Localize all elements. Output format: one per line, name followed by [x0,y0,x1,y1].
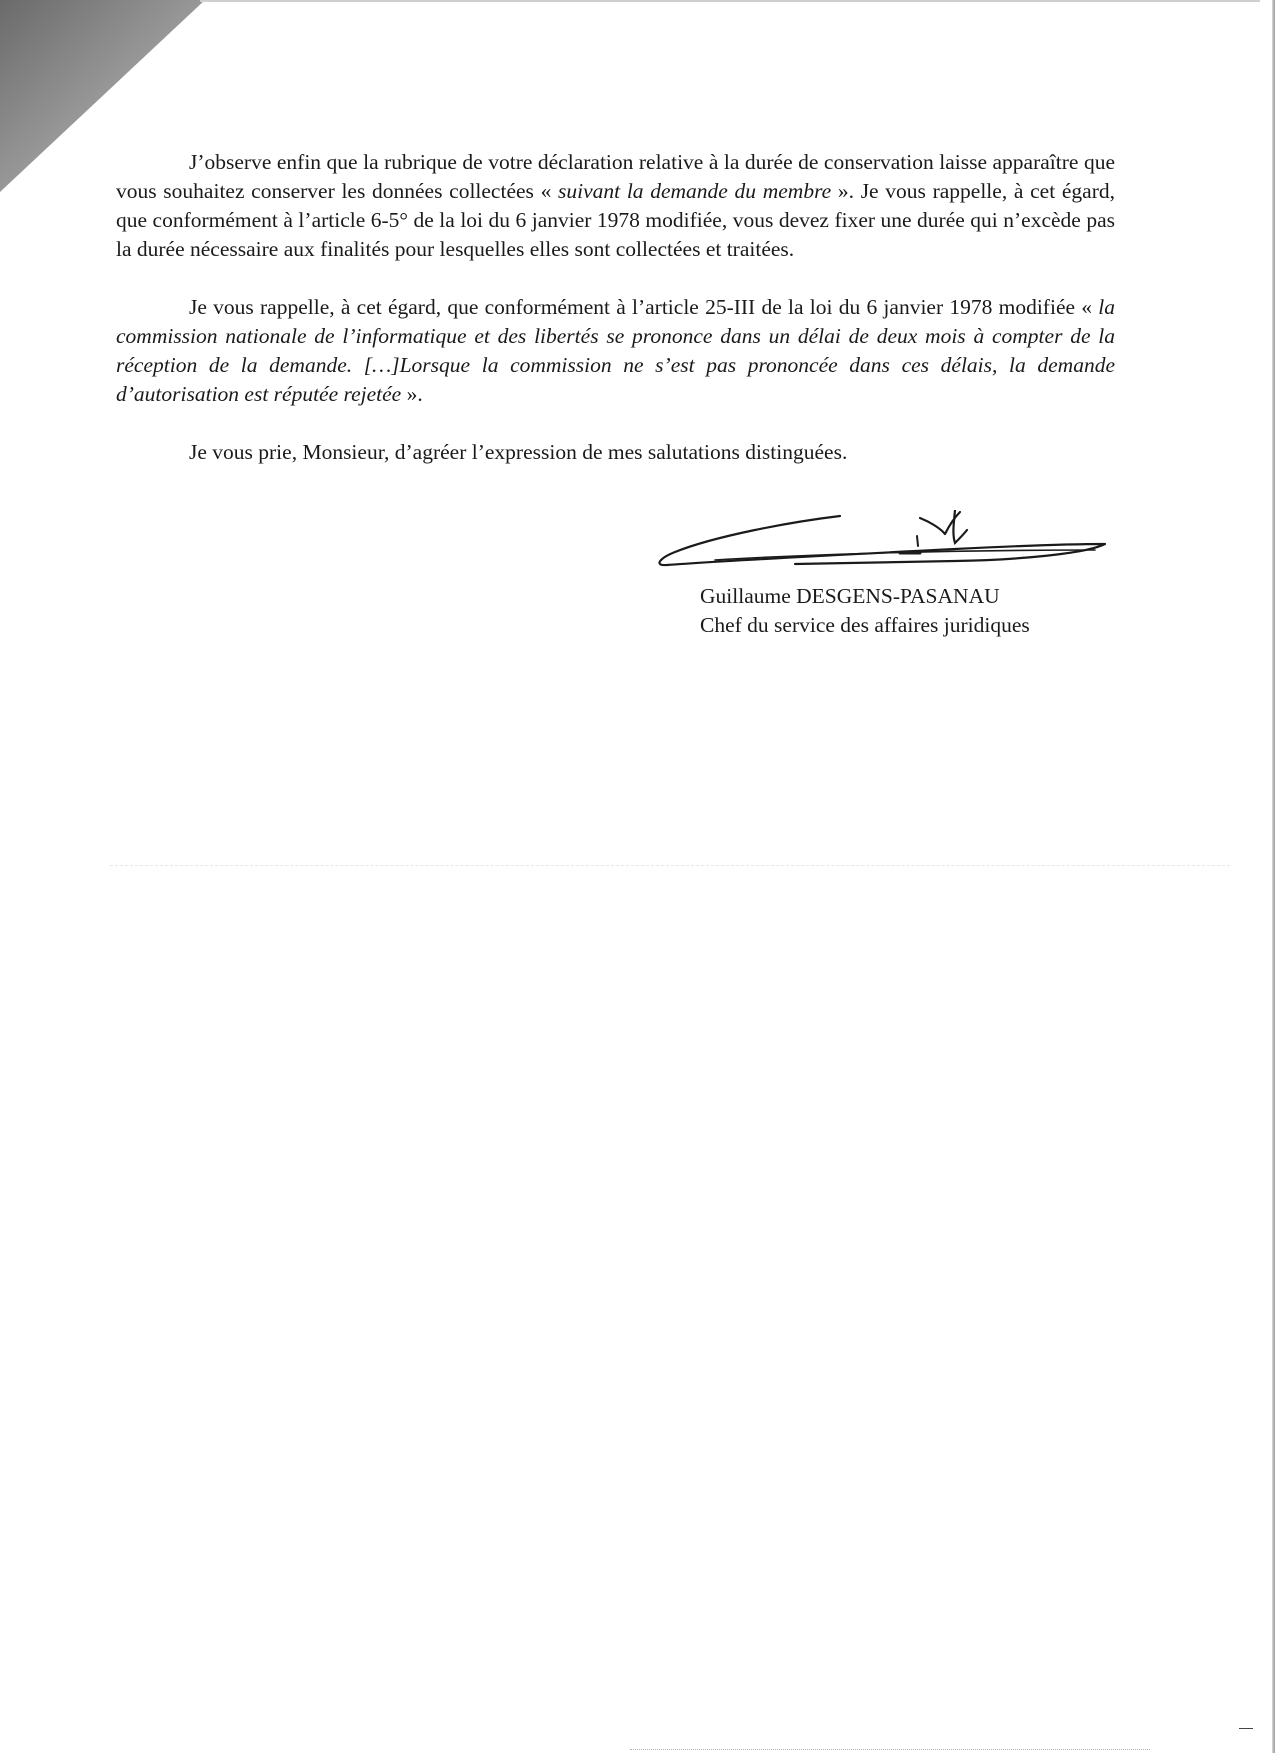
paragraph-article-25 [116,293,1115,409]
paragraph-text: ». [401,382,423,406]
quoted-text: suivant la demande du membre [558,179,832,203]
signer-title: Chef du service des affaires juridiques [700,613,1030,637]
closing-salutation: Je vous prie, Monsieur, d’agréer l’expression de mes salutations distinguées. [189,440,848,464]
paragraph-text: J’observe enfin que la rubrique de votre déclaration relative à la durée de conservation laisse apparaître que vous souhaitez conserver les données collectées « [116,150,1115,203]
scan-fold-line [110,865,1230,867]
scan-bottom-mark [1239,1728,1253,1729]
scan-top-edge [200,0,1260,2]
paragraph-retention-period [116,148,1115,264]
signer-name: Guillaume DESGENS-PASANAU [700,584,1000,608]
scan-bottom-edge [630,1749,1150,1751]
letter-body [116,148,1115,467]
paragraph-text: Je vous rappelle, à cet égard, que conformément à l’article 25-III de la loi du 6 janvier 1978 modifiée « [189,295,1099,319]
paragraph-text: ». Je vous rappelle, à cet égard, que conformément à l’article 6-5° de la loi du 6 janvier 1978 modifiée, vous devez fixer une durée qui n’excède pas la durée nécessaire aux finalités pour lesquelles elles sont collectées et traitées. [116,179,1115,261]
handwritten-signature [655,510,1135,580]
quoted-text: la commission nationale de l’informatique et des libertés se prononce dans un délai de deux mois à compter de la réception de la demande. […]Lorsque la commission ne s’est pas prononcée dans ces délais, la demande d’autorisation est réputée rejetée [116,295,1115,406]
